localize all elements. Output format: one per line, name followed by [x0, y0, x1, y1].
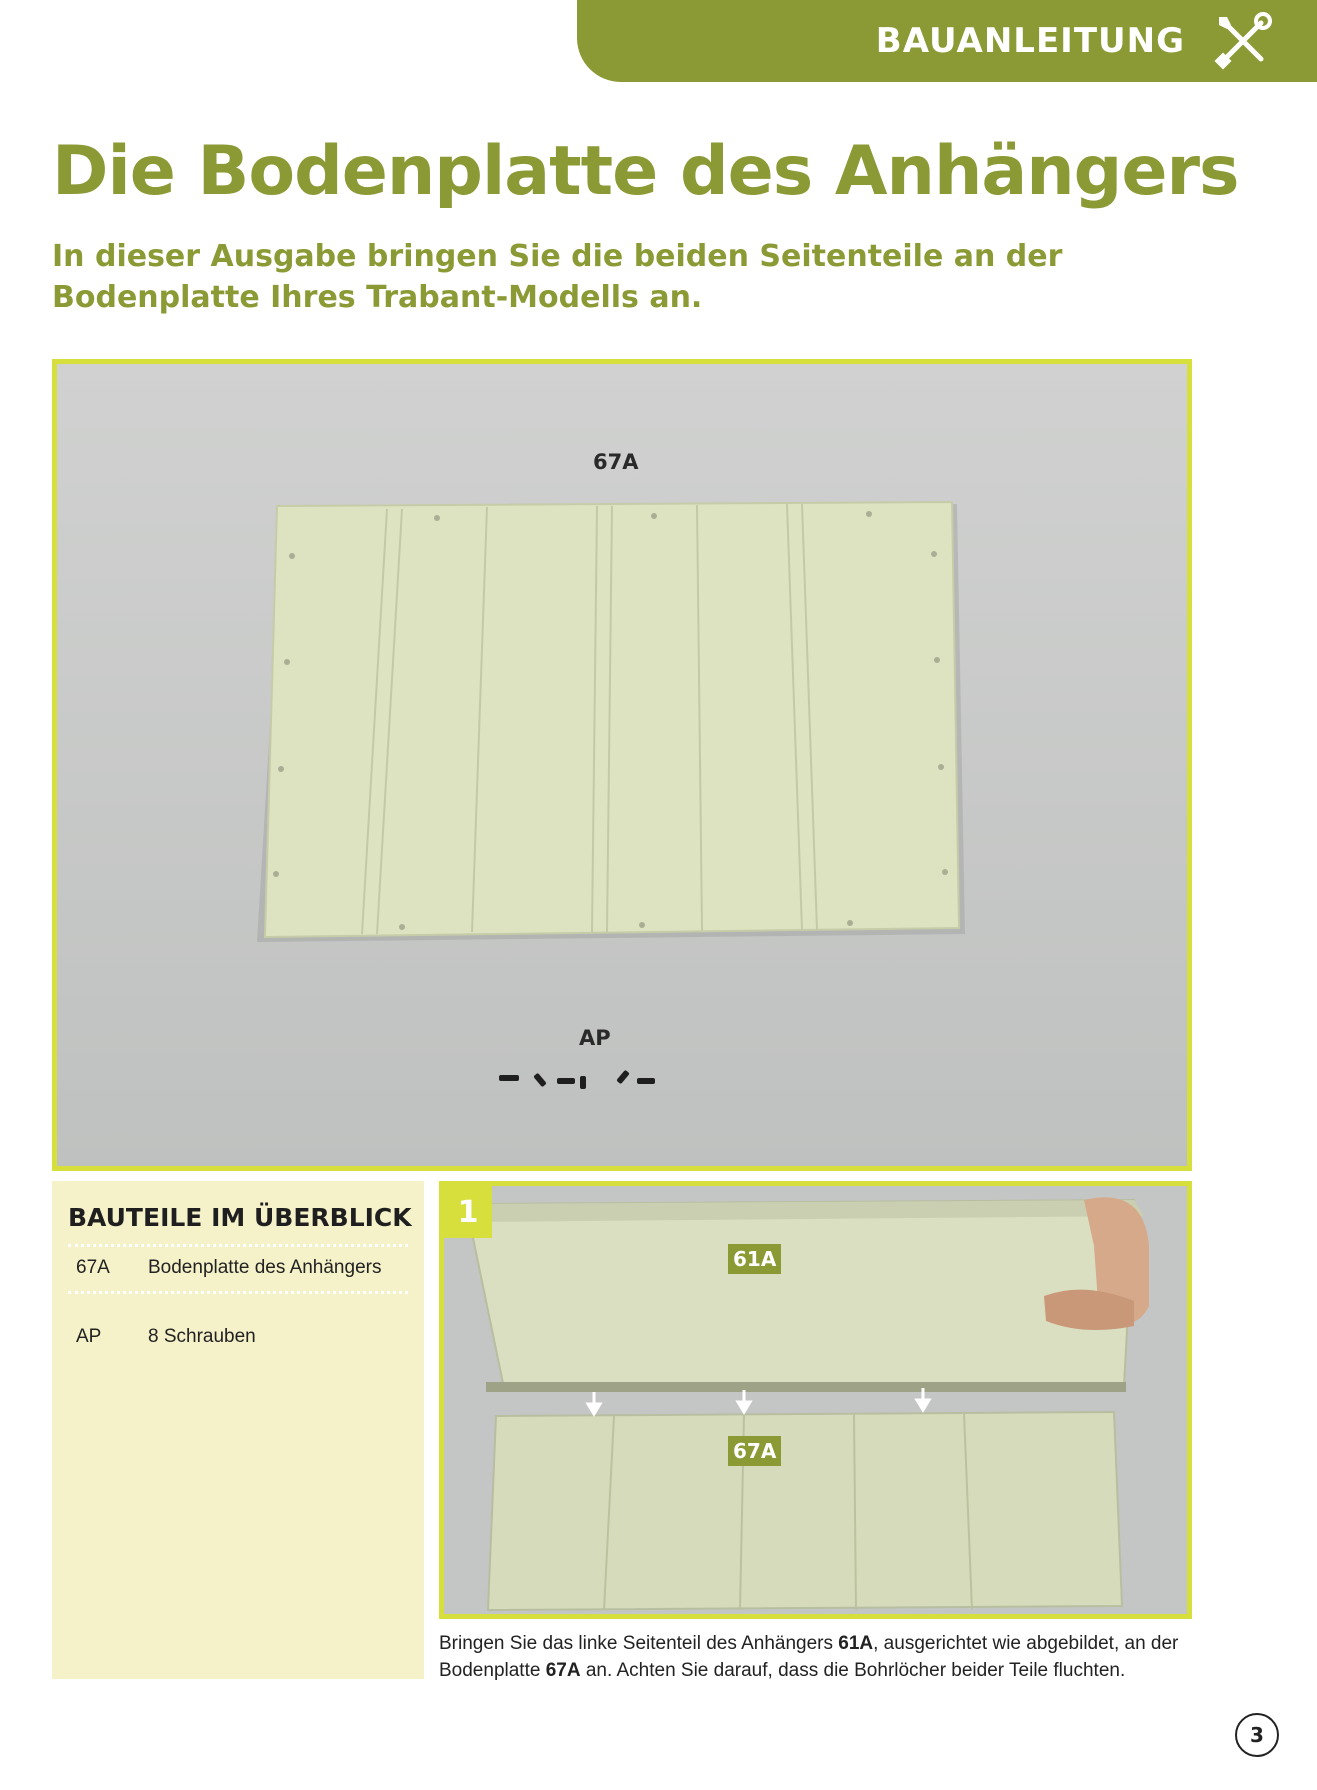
parts-photo	[52, 359, 1192, 1171]
caption-part-ref: 67A	[545, 1660, 581, 1681]
part-name: 8 Schrauben	[148, 1326, 256, 1347]
part-code: AP	[76, 1326, 102, 1347]
caption-text: an. Achten Sie darauf, dass die Bohrlöcher beider Teile fluchten.	[580, 1660, 1126, 1681]
section-banner	[577, 0, 1317, 82]
step-1-photo	[439, 1181, 1192, 1619]
parts-row	[68, 1247, 408, 1291]
part-code: 67A	[76, 1257, 110, 1278]
caption-part-ref: 61A	[838, 1633, 874, 1654]
parts-heading: BAUTEILE IM ÜBERBLICK	[68, 1203, 412, 1232]
tools-icon	[1213, 11, 1273, 71]
page-title: Die Bodenplatte des Anhängers	[52, 132, 1239, 211]
page-number: 3	[1235, 1713, 1279, 1757]
screws-label: AP	[579, 1026, 611, 1050]
step-1-illustration	[444, 1186, 1187, 1614]
caption-text: Bringen Sie das linke Seitenteil des Anhängers	[439, 1633, 839, 1654]
parts-row	[68, 1294, 408, 1360]
step-number: 1	[444, 1186, 492, 1238]
parts-photo-illustration	[57, 364, 1187, 1166]
caption-text: , ausgerichtet wie abgebildet, an der Bodenplatte	[439, 1633, 1179, 1681]
page-subtitle: In dieser Ausgabe bringen Sie die beiden Seitenteile an der Bodenplatte Ihres Trabant-Modells an.	[52, 239, 1063, 315]
parts-overview	[52, 1181, 424, 1679]
tag-base-plate: 67A	[728, 1436, 781, 1466]
step-caption	[439, 1630, 1199, 1684]
plate-label: 67A	[593, 450, 639, 474]
part-name: Bodenplatte des Anhängers	[148, 1257, 382, 1278]
tag-side-panel: 61A	[728, 1244, 781, 1274]
section-label: BAUANLEITUNG	[875, 21, 1185, 61]
